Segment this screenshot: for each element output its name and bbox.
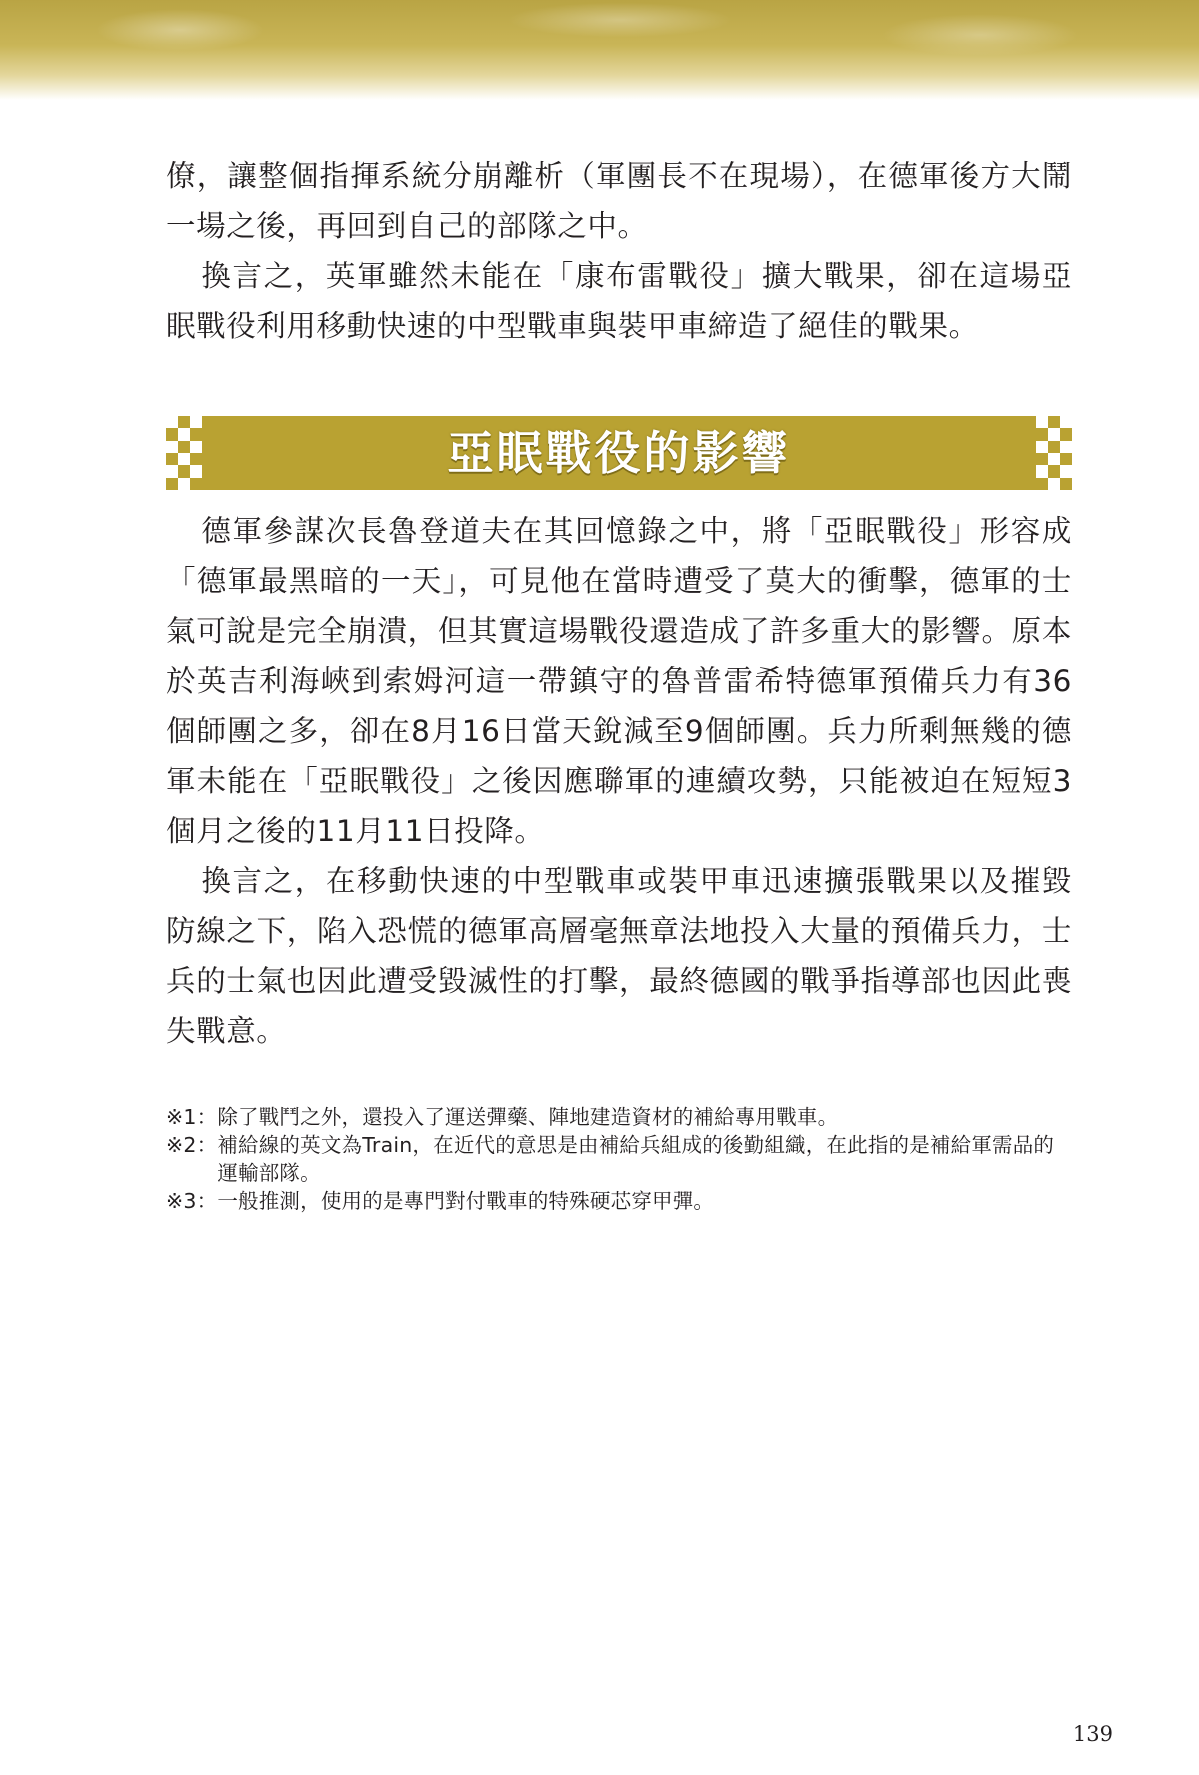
section-heading-band [166, 416, 1072, 490]
footnote-mark: ※2： [166, 1133, 218, 1157]
footnote-text: 除了戰鬥之外，還投入了運送彈藥、陣地建造資材的補給專用戰車。 [217, 1105, 839, 1129]
footnote-3 [166, 1187, 1072, 1215]
checker-pattern-right [1036, 416, 1072, 490]
body-paragraph-2: 換言之，英軍雖然未能在「康布雷戰役」擴大戰果，卻在這場亞眠戰役利用移動快速的中型戰車與裝甲車締造了絕佳的戰果。 [166, 259, 1072, 343]
body-paragraph-1: 僚，讓整個指揮系統分崩離析（軍團長不在現場），在德軍後方大鬧一場之後，再回到自己的部隊之中。 [166, 159, 1072, 243]
footnote-mark: ※3： [166, 1189, 218, 1213]
page-number: 139 [1072, 1722, 1113, 1746]
footnote-text: 一般推測，使用的是專門對付戰車的特殊硬芯穿甲彈。 [217, 1189, 715, 1213]
footnote-2 [166, 1131, 1072, 1187]
footnote-mark: ※1： [166, 1105, 218, 1129]
body-paragraph-4: 換言之，在移動快速的中型戰車或裝甲車迅速擴張戰果以及摧毀防線之下，陷入恐慌的德軍高層毫無章法地投入大量的預備兵力，士兵的士氣也因此遭受毀滅性的打擊，最終德國的戰爭指導部也因此喪失戰意。 [166, 864, 1072, 1048]
body-paragraph-3: 德軍參謀次長魯登道夫在其回憶錄之中，將「亞眠戰役」形容成「德軍最黑暗的一天」，可見他在當時遭受了莫大的衝擊，德軍的士氣可說是完全崩潰，但其實這場戰役還造成了許多重大的影響。原本於英吉利海峽到索姆河這一帶鎮守的魯普雷希特德軍預備兵力有36個師團之多，卻在8月16日當天銳減至9個師團。兵力所剩無幾的德軍未能在「亞眠戰役」之後因應聯軍的連續攻勢，只能被迫在短短3個月之後的11月11日投降。 [166, 514, 1072, 848]
footnote-1 [166, 1103, 1072, 1131]
footnote-text: 補給線的英文為Train，在近代的意思是由補給兵組成的後勤組織，在此指的是補給軍需品的運輸部隊。 [217, 1133, 1055, 1185]
footnotes-list [166, 1103, 1072, 1215]
header-decorative-band [0, 0, 1199, 100]
section-title: 亞眠戰役的影響 [447, 426, 791, 480]
